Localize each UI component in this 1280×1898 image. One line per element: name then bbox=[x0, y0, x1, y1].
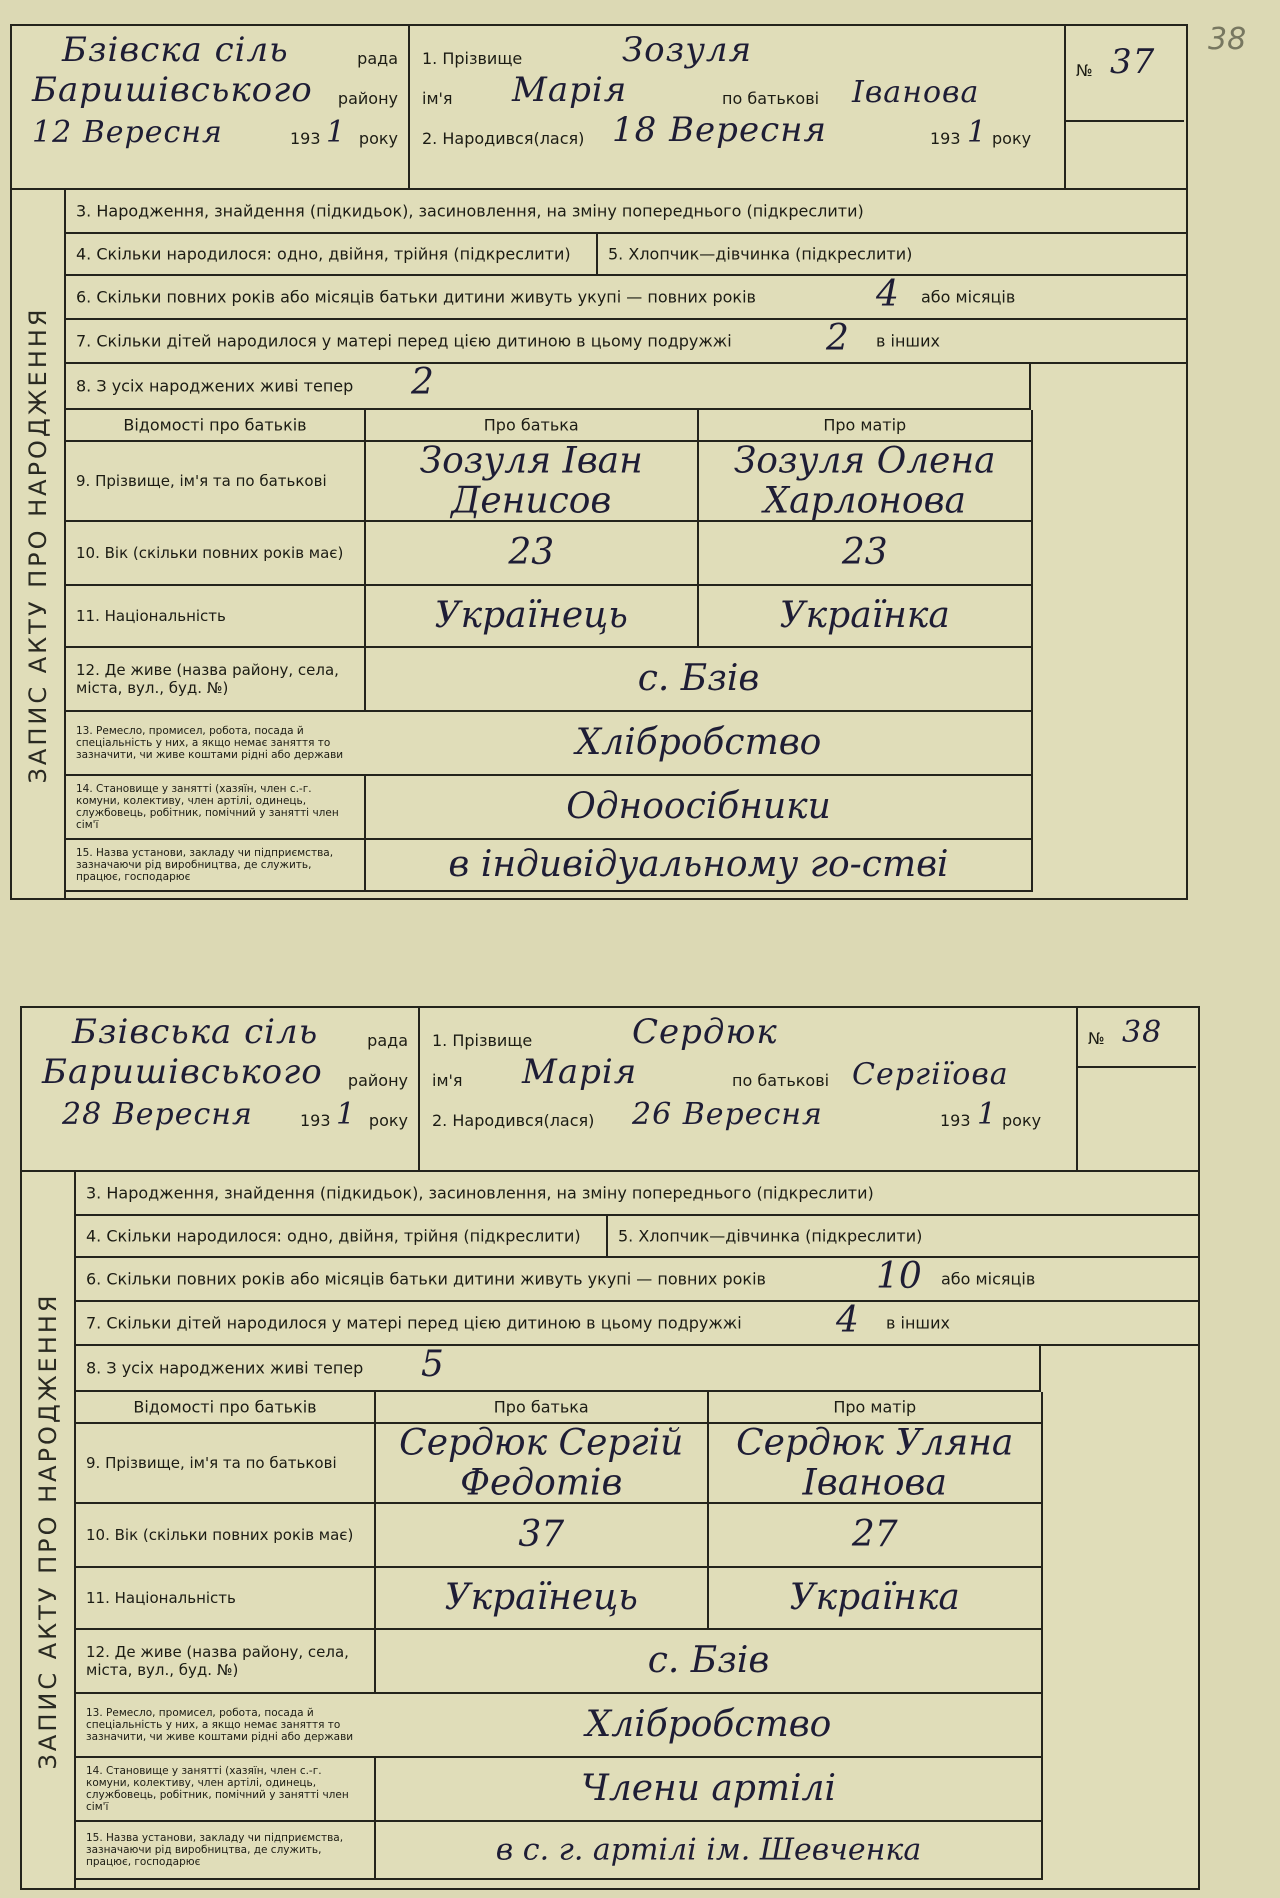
number-block bbox=[1064, 26, 1186, 188]
institution-hw: в с. г. артілі ім. Шевченка bbox=[495, 1832, 922, 1868]
birth-year-hw: 1 bbox=[967, 115, 988, 150]
year-prefix: 193 bbox=[290, 129, 321, 148]
born-label: 2. Народився(лася) bbox=[432, 1111, 595, 1130]
years-together-hw: 4 bbox=[876, 274, 899, 315]
reg-year-hw: 1 bbox=[336, 1097, 357, 1132]
name-label: ім'я bbox=[422, 89, 453, 108]
record-number-hw: 38 bbox=[1122, 1015, 1163, 1050]
num-label: № bbox=[1088, 1029, 1105, 1048]
mother-header: Про матір bbox=[833, 1397, 917, 1417]
child-identity-block bbox=[410, 26, 1064, 188]
patronymic-hw: Іванова bbox=[852, 75, 980, 110]
mother-nationality-hw: Українка bbox=[789, 1577, 960, 1619]
year-prefix: 193 bbox=[300, 1111, 331, 1130]
q11-label: 11. Національність bbox=[76, 607, 226, 625]
birth-roku-label: року bbox=[1002, 1111, 1042, 1130]
surname-hw: Сердюк bbox=[632, 1012, 778, 1052]
birth-year-prefix: 193 bbox=[940, 1111, 971, 1130]
q15-label: 15. Назва установи, закладу чи підприємства, зазначаючи рід виробництва, де служить, працює, господарює bbox=[76, 846, 334, 884]
surname-label: 1. Прізвище bbox=[432, 1031, 533, 1050]
row7-text: 7. Скільки дітей народилося у матері перед цією дитиною в цьому подружжі bbox=[86, 1313, 742, 1333]
roku-label: року bbox=[358, 129, 398, 148]
district-hw: Баришівського bbox=[32, 70, 313, 110]
record-number-hw: 37 bbox=[1110, 42, 1156, 82]
reg-date-hw: 28 Вересня bbox=[62, 1097, 253, 1132]
row4-text: 4. Скільки народилося: одно, двійня, трійня (підкреслити) bbox=[76, 244, 571, 264]
patronymic-label: по батькові bbox=[732, 1071, 830, 1090]
mother-header: Про матір bbox=[823, 415, 907, 435]
village-council-hw: Бзівська сіль bbox=[72, 1012, 319, 1052]
status-hw: Члени артілі bbox=[581, 1768, 836, 1810]
birth-record-38 bbox=[20, 1006, 1200, 1890]
reg-date-hw: 12 Вересня bbox=[32, 115, 223, 150]
q13-label: 13. Ремесло, промисел, робота, посада й спеціальність у них, а якщо немає заняття то зазначити, чи живе коштами рідні або держави bbox=[76, 724, 344, 762]
q10-label: 10. Вік (скільки повних років має) bbox=[86, 1526, 354, 1544]
name-label: ім'я bbox=[432, 1071, 463, 1090]
page-number: 38 bbox=[1208, 22, 1247, 57]
num-label: № bbox=[1076, 61, 1093, 80]
side-label-box bbox=[12, 190, 66, 900]
row6-tail: або місяців bbox=[941, 1269, 1036, 1289]
institution-hw: в індивідуальному го-стві bbox=[448, 844, 949, 886]
parents-info-header: Відомості про батьків bbox=[133, 1397, 317, 1417]
father-name-hw: Зозуля Іван Денисов bbox=[419, 440, 643, 521]
record-header bbox=[12, 26, 1186, 190]
father-header: Про батька bbox=[493, 1397, 589, 1417]
row6-text: 6. Скільки повних років або місяців батьки дитини живуть укупі — повних років bbox=[86, 1269, 766, 1289]
mother-name-hw: Сердюк Уляна Іванова bbox=[736, 1422, 1014, 1503]
row8-text: 8. З усіх народжених живі тепер bbox=[76, 376, 354, 396]
father-age-hw: 23 bbox=[508, 532, 555, 574]
q11-label: 11. Національність bbox=[86, 1589, 236, 1607]
record-header bbox=[22, 1008, 1198, 1172]
birth-year-hw: 1 bbox=[977, 1097, 998, 1132]
record-fields bbox=[76, 1172, 1198, 1890]
row8-text: 8. З усіх народжених живі тепер bbox=[86, 1358, 364, 1378]
side-label-box bbox=[22, 1172, 76, 1890]
row6-text: 6. Скільки повних років або місяців батьки дитини живуть укупі — повних років bbox=[76, 287, 756, 307]
father-nationality-hw: Українець bbox=[444, 1577, 638, 1619]
years-together-hw: 10 bbox=[876, 1256, 922, 1297]
birth-roku-label: року bbox=[992, 129, 1032, 148]
q14-label: 14. Становище у занятті (хазяїн, член с.-г. комуни, колективу, член артілі, одинець, службовець, робітник, помічний у занятті член сім'ї bbox=[76, 782, 339, 832]
born-label: 2. Народився(лася) bbox=[422, 129, 585, 148]
surname-hw: Зозуля bbox=[622, 30, 753, 70]
child-identity-block bbox=[420, 1008, 1076, 1170]
parents-info-header: Відомості про батьків bbox=[123, 415, 307, 435]
row4-text: 4. Скільки народилося: одно, двійня, трійня (підкреслити) bbox=[86, 1226, 581, 1246]
patronymic-label: по батькові bbox=[722, 89, 820, 108]
q9-label: 9. Прізвище, ім'я та по батькові bbox=[76, 472, 327, 490]
q15-label: 15. Назва установи, закладу чи підприємства, зазначаючи рід виробництва, де служить, працює, господарює bbox=[86, 1831, 344, 1869]
status-hw: Одноосібники bbox=[566, 786, 831, 828]
q13-label: 13. Ремесло, промисел, робота, посада й спеціальність у них, а якщо немає заняття то зазначити, чи живе коштами рідні або держави bbox=[86, 1706, 354, 1744]
father-nationality-hw: Українець bbox=[434, 595, 628, 637]
row7-tail: в інших bbox=[886, 1313, 950, 1333]
birth-year-prefix: 193 bbox=[930, 129, 961, 148]
occupation-hw: Хлібробство bbox=[585, 1704, 832, 1746]
record-fields bbox=[66, 190, 1186, 900]
residence-hw: с. Бзів bbox=[637, 658, 760, 700]
mother-name-hw: Зозуля Олена Харлонова bbox=[733, 440, 996, 521]
rada-label: рада bbox=[357, 49, 398, 68]
side-label: ЗАПИС АКТУ ПРО НАРОДЖЕННЯ bbox=[34, 1292, 62, 1770]
patronymic-hw: Сергіїова bbox=[852, 1057, 1009, 1092]
registration-block bbox=[12, 26, 410, 188]
reg-year-hw: 1 bbox=[326, 115, 347, 150]
residence-hw: с. Бзів bbox=[647, 1640, 770, 1682]
q9-label: 9. Прізвище, ім'я та по батькові bbox=[86, 1454, 337, 1472]
birth-date-hw: 18 Вересня bbox=[612, 110, 828, 150]
roku-label: року bbox=[368, 1111, 408, 1130]
surname-label: 1. Прізвище bbox=[422, 49, 523, 68]
children-before-hw: 4 bbox=[836, 1300, 859, 1341]
row5-text: 5. Хлопчик—дівчинка (підкреслити) bbox=[608, 244, 913, 264]
raion-label: району bbox=[337, 89, 398, 108]
q14-label: 14. Становище у занятті (хазяїн, член с.-г. комуни, колективу, член артілі, одинець, службовець, робітник, помічний у занятті член сім'ї bbox=[86, 1764, 349, 1814]
q12-label: 12. Де живе (назва району, села, міста, вул., буд. №) bbox=[76, 661, 339, 697]
row6-tail: або місяців bbox=[921, 287, 1016, 307]
alive-now-hw: 2 bbox=[411, 362, 434, 403]
name-hw: Марія bbox=[512, 70, 628, 110]
birth-date-hw: 26 Вересня bbox=[632, 1097, 823, 1132]
father-name-hw: Сердюк Сергій Федотів bbox=[399, 1422, 684, 1503]
mother-age-hw: 23 bbox=[841, 532, 888, 574]
row5-text: 5. Хлопчик—дівчинка (підкреслити) bbox=[618, 1226, 923, 1246]
village-council-hw: Бзівска сіль bbox=[62, 30, 289, 70]
raion-label: району bbox=[347, 1071, 408, 1090]
alive-now-hw: 5 bbox=[421, 1344, 444, 1385]
q12-label: 12. Де живе (назва району, села, міста, вул., буд. №) bbox=[86, 1643, 349, 1679]
father-age-hw: 37 bbox=[518, 1514, 565, 1556]
rada-label: рада bbox=[367, 1031, 408, 1050]
name-hw: Марія bbox=[522, 1052, 638, 1092]
district-hw: Баришівського bbox=[42, 1052, 323, 1092]
row3-text: 3. Народження, знайдення (підкидьок), засиновлення, на зміну попереднього (підкреслити) bbox=[86, 1183, 874, 1203]
mother-nationality-hw: Українка bbox=[779, 595, 950, 637]
occupation-hw: Хлібробство bbox=[575, 722, 822, 764]
row7-tail: в інших bbox=[876, 331, 940, 351]
children-before-hw: 2 bbox=[826, 318, 849, 359]
number-block bbox=[1076, 1008, 1198, 1170]
birth-record-37 bbox=[10, 24, 1188, 900]
father-header: Про батька bbox=[483, 415, 579, 435]
row7-text: 7. Скільки дітей народилося у матері перед цією дитиною в цьому подружжі bbox=[76, 331, 732, 351]
row3-text: 3. Народження, знайдення (підкидьок), засиновлення, на зміну попереднього (підкреслити) bbox=[76, 201, 864, 221]
registration-block bbox=[22, 1008, 420, 1170]
q10-label: 10. Вік (скільки повних років має) bbox=[76, 544, 344, 562]
mother-age-hw: 27 bbox=[851, 1514, 898, 1556]
side-label: ЗАПИС АКТУ ПРО НАРОДЖЕННЯ bbox=[24, 306, 52, 784]
